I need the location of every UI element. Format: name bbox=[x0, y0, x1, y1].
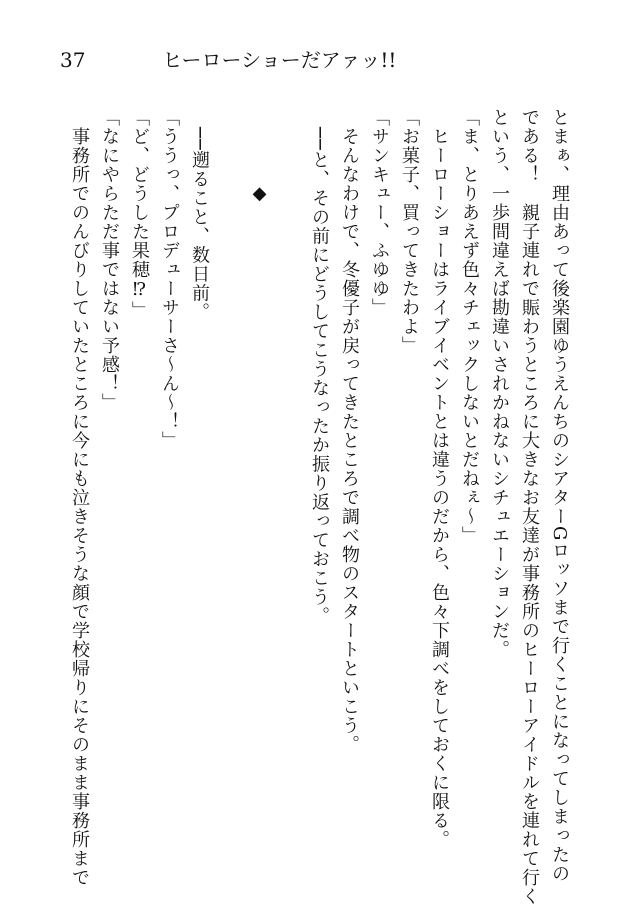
text-line: 「サンキュー、ふゆゆ」 bbox=[369, 108, 390, 317]
text-line: という、一歩間違えば勘違いされかねないシチュエーションだ。 bbox=[489, 108, 510, 659]
text-line: ──と、その前にどうしてこうなったか振り返っておこう。 bbox=[309, 108, 330, 626]
text-line: 「ううっ、プロデューサーさ～ん～！」 bbox=[159, 108, 180, 450]
text-line: ヒーローショーはライブイベントとは違うのだから、色々下調べをしておくに限る。 bbox=[429, 108, 450, 849]
text-line: そんなわけで、冬優子が戻ってきたところで調べ物のスタートといこう。 bbox=[339, 108, 360, 754]
text-line: とまぁ、理由あって後楽園ゆうえんちのシアターGロッソまで行くことになってしまったの bbox=[549, 108, 570, 884]
scene-separator bbox=[244, 108, 274, 848]
novel-body-text bbox=[54, 108, 574, 906]
text-line: ──遡ること、数日前。 bbox=[189, 108, 210, 322]
text-line: 「なにやらただ事ではない予感！」 bbox=[99, 108, 120, 412]
page-header bbox=[60, 40, 598, 80]
text-line: 「お菓子、買ってきたわよ」 bbox=[399, 108, 420, 355]
text-line: である！ 親子連れで賑わうところに大きなお友達が事務所のヒーローアイドルを連れて行く bbox=[519, 108, 540, 906]
blank-line bbox=[274, 108, 304, 848]
page-number: 37 bbox=[60, 48, 86, 72]
blank-line bbox=[214, 108, 244, 848]
text-line: 「ま、とりあえず色々チェックしないとだねぇ～」 bbox=[459, 108, 480, 545]
chapter-title: ヒーローショーだアァッ!! bbox=[162, 48, 397, 72]
text-line: 事務所でのんびりしていたところに今にも泣きそうな顔で学校帰りにそのまま事務所まで bbox=[69, 108, 90, 887]
diamond-icon: ◆ bbox=[249, 183, 270, 205]
text-line: 「ど、どうした果穂⁉」 bbox=[129, 108, 150, 320]
